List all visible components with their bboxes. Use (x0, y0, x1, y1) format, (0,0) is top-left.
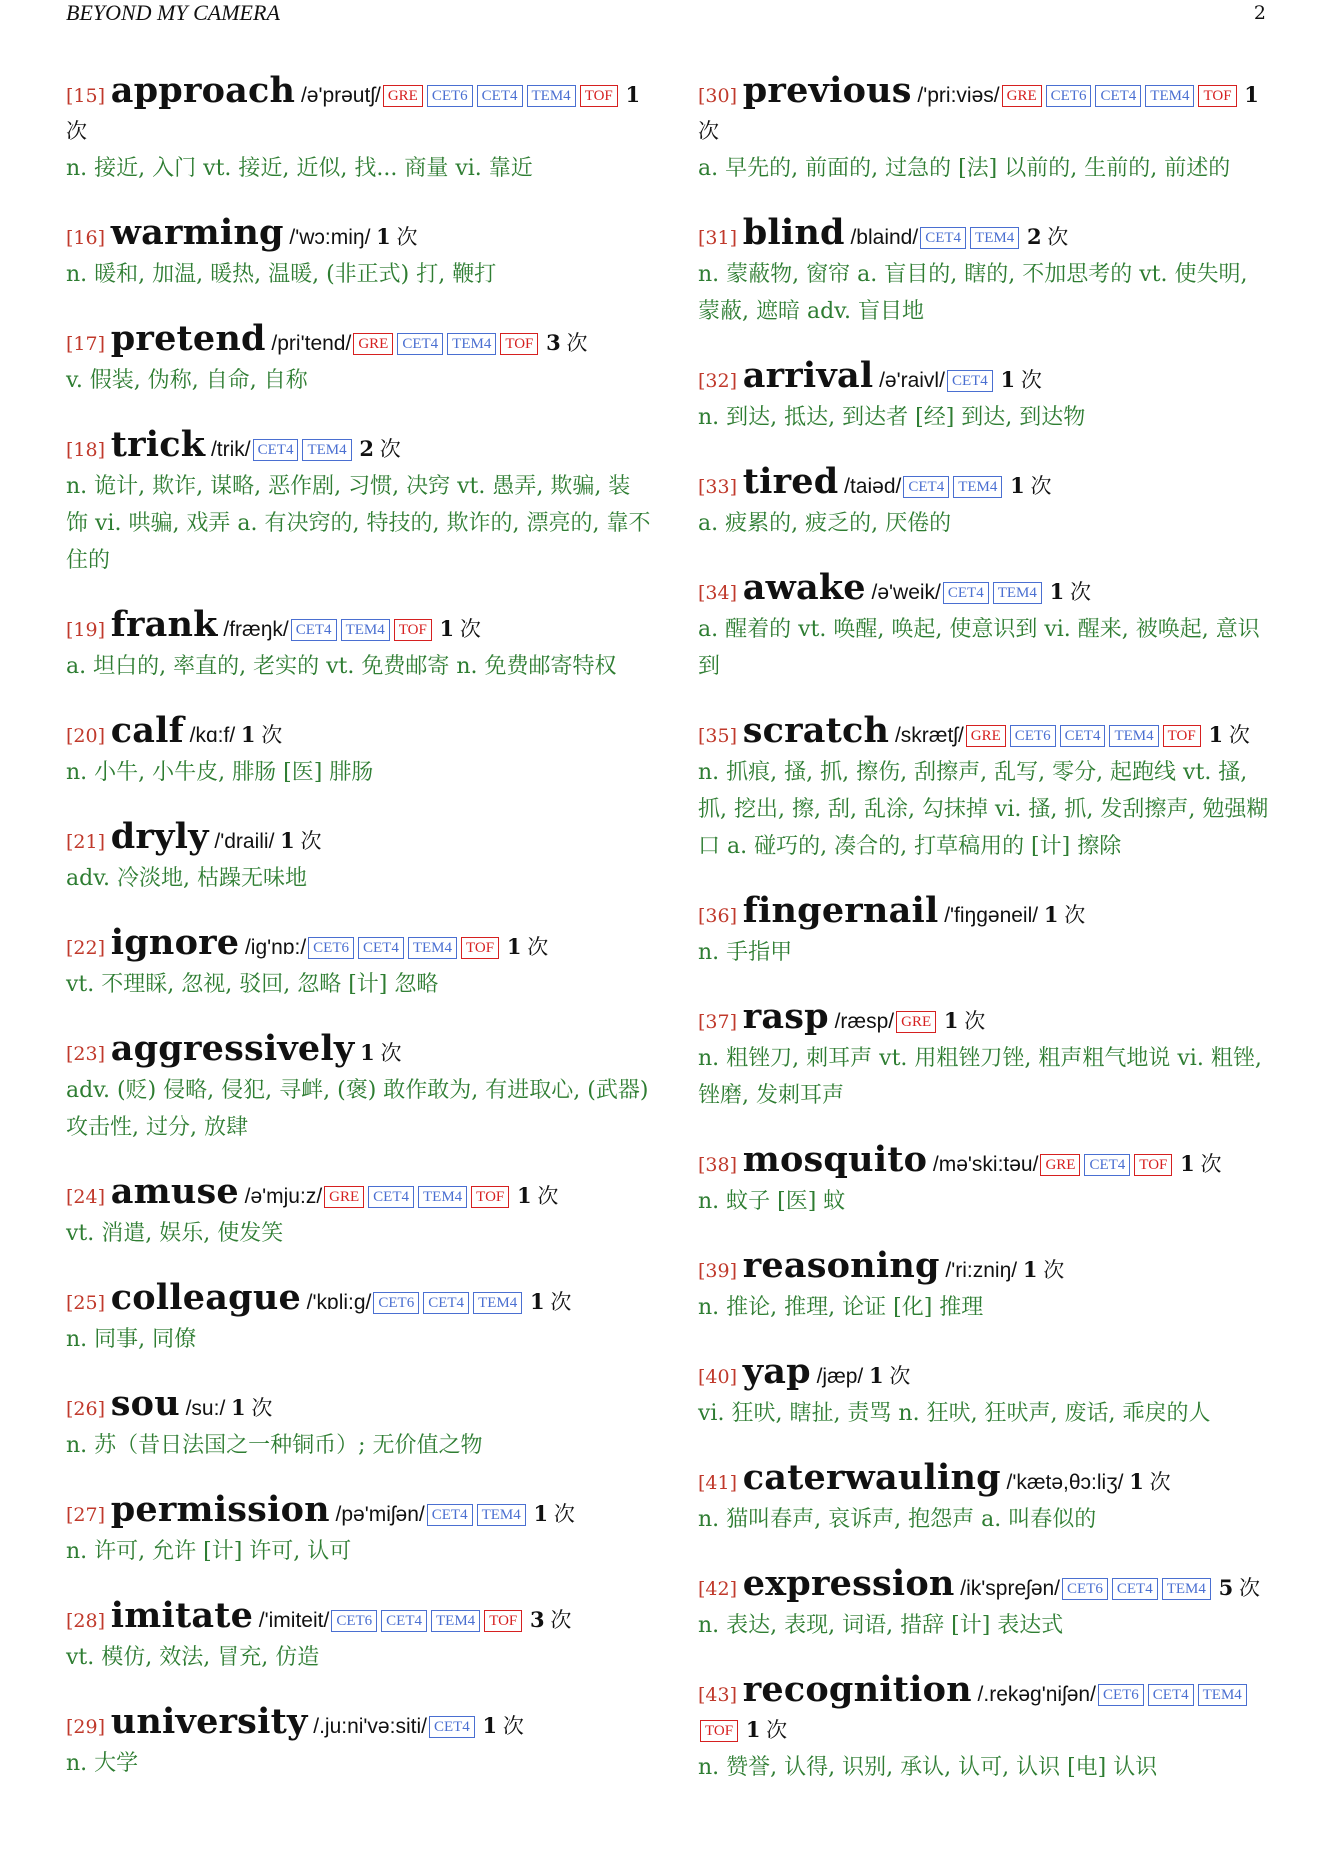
entry-phonetic: /pə'miʃən/ (335, 1503, 425, 1526)
entry-index: [26] (66, 1398, 106, 1420)
entry-word: pretend (110, 318, 266, 359)
entry-count: 1 (1049, 579, 1065, 604)
entry-index: [34] (698, 582, 738, 604)
entry-count: 1 (516, 1183, 532, 1208)
exam-tag-badge: CET4 (943, 582, 989, 604)
entry-word: tired (742, 461, 839, 502)
entry-word: fingernail (742, 890, 939, 931)
exam-tag-badge: CET6 (1010, 725, 1056, 747)
vocab-entry (698, 1669, 1270, 1786)
entry-definition: n. 苏（昔日法国之一种铜币）; 无价值之物 (66, 1433, 483, 1458)
exam-tag-badge: TEM4 (953, 476, 1002, 498)
exam-tag-badge: CET4 (920, 227, 966, 249)
page-header-title: BEYOND MY CAMERA (66, 0, 280, 25)
exam-tag-badge: CET4 (903, 476, 949, 498)
exam-tag-badge: GRE (1040, 1154, 1080, 1176)
entry-count-unit: 次 (251, 1396, 273, 1420)
entry-count-unit: 次 (964, 1009, 986, 1033)
vocab-entry (698, 70, 1270, 187)
exam-tag-badge: CET4 (1084, 1154, 1130, 1176)
vocab-entry (698, 1563, 1270, 1644)
entry-word: yap (742, 1351, 811, 1392)
entry-definition: n. 暖和, 加温, 暖热, 温暖, (非正式) 打, 鞭打 (66, 262, 497, 287)
entry-count-unit: 次 (502, 1714, 524, 1738)
entry-word: frank (110, 604, 218, 645)
vocab-entry (66, 70, 652, 187)
entry-count-unit: 次 (566, 331, 588, 355)
entry-phonetic: /'draili/ (214, 830, 275, 853)
entry-word: rasp (742, 996, 829, 1037)
entry-definition: adv. (贬) 侵略, 侵犯, 寻衅, (褒) 敢作敢为, 有进取心, (武器) 攻击性, 过分, 放肆 (66, 1078, 649, 1140)
exam-tag-badge: TEM4 (527, 85, 576, 107)
entry-definition: n. 赞誉, 认得, 识别, 承认, 认可, 认识 [电] 认识 (698, 1755, 1158, 1780)
vocab-entry (66, 1277, 652, 1358)
exam-tag-badge: TOF (1134, 1154, 1172, 1176)
entry-word: mosquito (742, 1139, 928, 1180)
exam-tag-badge: TEM4 (1109, 725, 1158, 747)
entry-count-unit: 次 (1200, 1152, 1222, 1176)
exam-tag-badge: CET4 (368, 1186, 414, 1208)
entry-count: 1 (240, 722, 256, 747)
exam-tag-badge: CET4 (1095, 85, 1141, 107)
entry-headline (698, 710, 1270, 754)
exam-tag-badge: TEM4 (408, 937, 457, 959)
exam-tag-badge: CET4 (1112, 1578, 1158, 1600)
entry-index: [22] (66, 937, 106, 959)
exam-tag-badge: GRE (353, 333, 393, 355)
vocab-entry (698, 1457, 1270, 1538)
entry-count: 1 (1022, 1257, 1038, 1282)
exam-tag-badge: GRE (966, 725, 1006, 747)
entry-headline (698, 890, 1270, 934)
entry-count: 1 (1180, 1151, 1195, 1176)
exam-tag-badge: CET4 (358, 937, 404, 959)
vocab-entry (66, 604, 652, 685)
entry-count: 1 (1043, 902, 1059, 927)
entry-phonetic: /'wɔ:miŋ/ (289, 226, 371, 249)
entry-headline (698, 1351, 1270, 1395)
vocab-entry (66, 922, 652, 1003)
exam-tag-badge: CET6 (1098, 1684, 1144, 1706)
entry-count-unit: 次 (300, 829, 322, 853)
entry-phonetic: /skrætʃ/ (894, 724, 964, 747)
entry-headline (66, 1595, 652, 1639)
entry-definition: vi. 狂吠, 瞎扯, 责骂 n. 狂吠, 狂吠声, 废话, 乖戾的人 (698, 1401, 1211, 1426)
entry-phonetic: /.rekəg'niʃən/ (977, 1683, 1096, 1706)
entry-definition: vt. 模仿, 效法, 冒充, 仿造 (66, 1645, 320, 1670)
entry-index: [29] (66, 1716, 106, 1738)
entry-definition: n. 手指甲 (698, 940, 793, 965)
entry-definition: n. 猫叫春声, 哀诉声, 抱怨声 a. 叫春似的 (698, 1507, 1097, 1532)
exam-tag-badge: CET4 (429, 1716, 475, 1738)
entry-count-unit: 次 (459, 617, 481, 641)
entry-index: [23] (66, 1043, 106, 1065)
entry-definition: n. 同事, 同僚 (66, 1327, 197, 1352)
entry-headline (698, 1457, 1270, 1501)
entry-count: 1 (506, 934, 522, 959)
exam-tag-badge: TEM4 (1198, 1684, 1247, 1706)
entry-definition: n. 抓痕, 搔, 抓, 擦伤, 刮擦声, 乱写, 零分, 起跑线 vt. 搔, 抓, 挖出, 擦, 刮, 乱涂, 勾抹掉 vi. 搔, 抓, 发刮擦声, 勉强糊口 a. 碰巧的, 凑合的, 打草稿用的 [计] 擦除 (698, 760, 1269, 859)
entry-index: [27] (66, 1504, 106, 1526)
entry-index: [38] (698, 1154, 738, 1176)
entry-count: 1 (231, 1395, 246, 1420)
entry-phonetic: /trik/ (210, 438, 251, 461)
entry-count: 1 (625, 82, 641, 107)
entry-phonetic: /ik'spreʃən/ (960, 1577, 1061, 1600)
vocab-entry (66, 318, 652, 399)
entry-word: sou (110, 1383, 180, 1424)
entry-count-unit: 次 (1149, 1470, 1171, 1494)
entry-word: recognition (742, 1669, 972, 1710)
entry-index: [15] (66, 85, 106, 107)
vocab-entry (698, 996, 1270, 1114)
entry-count-unit: 次 (553, 1502, 575, 1526)
entry-word: caterwauling (742, 1457, 1001, 1498)
entry-word: awake (742, 567, 866, 608)
entry-headline (66, 604, 652, 648)
entry-definition: vt. 消遣, 娱乐, 使发笑 (66, 1221, 284, 1246)
entry-count: 1 (482, 1713, 498, 1738)
entry-count: 1 (869, 1363, 884, 1388)
exam-tag-badge: CET6 (331, 1610, 377, 1632)
entry-headline (66, 424, 652, 468)
entry-definition: n. 粗锉刀, 刺耳声 vt. 用粗锉刀锉, 粗声粗气地说 vi. 粗锉, 锉磨, 发刺耳声 (698, 1046, 1262, 1108)
exam-tag-badge: TOF (461, 937, 499, 959)
entry-count: 1 (1000, 367, 1016, 392)
entry-count-unit: 次 (1228, 723, 1250, 747)
entry-count-unit: 次 (66, 119, 87, 143)
entry-definition: v. 假装, 伪称, 自命, 自称 (66, 368, 308, 393)
entry-word: university (110, 1701, 308, 1742)
entry-index: [39] (698, 1260, 738, 1282)
entry-phonetic: /pri'tend/ (271, 332, 352, 355)
entry-headline (66, 1171, 652, 1215)
vocab-entry (66, 424, 652, 579)
entry-headline (66, 710, 652, 754)
entry-word: approach (110, 70, 296, 111)
entry-count: 5 (1218, 1575, 1234, 1600)
entry-definition: a. 早先的, 前面的, 过急的 [法] 以前的, 生前的, 前述的 (698, 156, 1231, 181)
exam-tag-badge: GRE (896, 1011, 936, 1033)
entry-headline (66, 922, 652, 966)
entry-definition: n. 蒙蔽物, 窗帘 a. 盲目的, 瞎的, 不加思考的 vt. 使失明, 蒙蔽, 遮暗 adv. 盲目地 (698, 262, 1248, 324)
entry-word: blind (742, 212, 845, 253)
entry-phonetic: /ræsp/ (834, 1010, 895, 1033)
entry-headline (698, 70, 1270, 150)
entry-index: [19] (66, 619, 106, 641)
vocab-entry (698, 1351, 1270, 1432)
exam-tag-badge: TOF (484, 1610, 522, 1632)
exam-tag-badge: TOF (1198, 85, 1236, 107)
entry-count-unit: 次 (1030, 474, 1052, 498)
exam-tag-badge: CET6 (308, 937, 354, 959)
entry-definition: n. 推论, 推理, 论证 [化] 推理 (698, 1295, 984, 1320)
entry-count: 1 (745, 1717, 761, 1742)
entry-headline (698, 461, 1270, 505)
entry-word: warming (110, 212, 284, 253)
entry-count-unit: 次 (261, 723, 283, 747)
entry-index: [16] (66, 227, 106, 249)
entry-count-unit: 次 (766, 1718, 788, 1742)
exam-tag-badge: TEM4 (341, 619, 390, 641)
entry-count: 1 (1010, 473, 1025, 498)
entry-count: 1 (529, 1289, 545, 1314)
entry-phonetic: /kɑ:f/ (189, 724, 236, 747)
entry-word: scratch (742, 710, 890, 751)
exam-tag-badge: CET4 (427, 1504, 473, 1526)
entry-headline (66, 1383, 652, 1427)
exam-tag-badge: CET4 (1148, 1684, 1194, 1706)
entry-count-unit: 次 (537, 1184, 559, 1208)
exam-tag-badge: CET6 (427, 85, 473, 107)
entry-index: [30] (698, 85, 738, 107)
entry-headline (698, 212, 1270, 256)
exam-tag-badge: CET4 (423, 1292, 469, 1314)
entry-headline (66, 70, 652, 150)
entry-headline (698, 996, 1270, 1040)
exam-tag-badge: CET4 (381, 1610, 427, 1632)
vocab-entry (66, 1701, 652, 1782)
page-header (66, 0, 1266, 30)
exam-tag-badge: TOF (580, 85, 618, 107)
entry-word: dryly (110, 816, 209, 857)
exam-tag-badge: TOF (394, 619, 432, 641)
entry-index: [20] (66, 725, 106, 747)
entry-count: 1 (533, 1501, 549, 1526)
entry-index: [36] (698, 905, 738, 927)
exam-tag-badge: TEM4 (302, 439, 351, 461)
right-column (698, 70, 1270, 1815)
entry-definition: n. 大学 (66, 1751, 139, 1776)
exam-tag-badge: CET6 (1046, 85, 1092, 107)
entry-definition: adv. 冷淡地, 枯躁无味地 (66, 866, 307, 891)
vocab-entry (66, 1383, 652, 1464)
exam-tag-badge: TOF (471, 1186, 509, 1208)
entry-index: [40] (698, 1366, 738, 1388)
entry-phonetic: /su:/ (185, 1397, 226, 1420)
entry-count: 3 (530, 1607, 545, 1632)
entry-count-unit: 次 (698, 119, 719, 143)
entry-word: ignore (110, 922, 240, 963)
entry-count: 1 (943, 1008, 959, 1033)
exam-tag-badge: CET4 (397, 333, 443, 355)
entry-phonetic: /ə'raivl/ (879, 369, 945, 392)
vocab-entry (698, 890, 1270, 971)
entry-definition: a. 疲累的, 疲乏的, 厌倦的 (698, 511, 952, 536)
entry-count-unit: 次 (1069, 580, 1091, 604)
vocab-entry (66, 212, 652, 293)
entry-count-unit: 次 (1047, 225, 1069, 249)
entry-definition: n. 许可, 允许 [计] 许可, 认可 (66, 1539, 352, 1564)
entry-count: 1 (439, 616, 455, 641)
vocab-entry (66, 816, 652, 897)
exam-tag-badge: CET6 (373, 1292, 419, 1314)
entry-index: [17] (66, 333, 106, 355)
entry-headline (698, 567, 1270, 611)
vocab-entry (698, 212, 1270, 330)
entry-count: 1 (360, 1040, 375, 1065)
entry-index: [28] (66, 1610, 106, 1632)
entry-phonetic: /jæp/ (816, 1365, 864, 1388)
exam-tag-badge: CET4 (253, 439, 299, 461)
vocab-entry (698, 567, 1270, 685)
entry-count-unit: 次 (889, 1364, 911, 1388)
vocab-entry (698, 355, 1270, 436)
entry-count-unit: 次 (1238, 1576, 1260, 1600)
entry-count-unit: 次 (380, 1041, 402, 1065)
exam-tag-badge: TEM4 (1145, 85, 1194, 107)
exam-tag-badge: CET4 (291, 619, 337, 641)
entry-word: calf (110, 710, 184, 751)
exam-tag-badge: GRE (1002, 85, 1042, 107)
vocab-entry (698, 1139, 1270, 1220)
entry-definition: n. 诡计, 欺诈, 谋略, 恶作剧, 习惯, 决窍 vt. 愚弄, 欺骗, 装饰 vi. 哄骗, 戏弄 a. 有决窍的, 特技的, 欺诈的, 漂亮的, 靠不住的 (66, 474, 651, 573)
entry-count-unit: 次 (527, 935, 549, 959)
vocab-entry (66, 1595, 652, 1676)
exam-tag-badge: TEM4 (993, 582, 1042, 604)
entry-count: 1 (1244, 82, 1259, 107)
vocab-entry (698, 461, 1270, 542)
entry-index: [43] (698, 1684, 738, 1706)
entry-count-unit: 次 (550, 1290, 572, 1314)
entry-definition: n. 接近, 入门 vt. 接近, 近似, 找... 商量 vi. 靠近 (66, 156, 533, 181)
entry-count-unit: 次 (1064, 903, 1086, 927)
entry-definition: n. 蚊子 [医] 蚊 (698, 1189, 846, 1214)
entry-word: aggressively (110, 1028, 355, 1069)
entry-index: [41] (698, 1472, 738, 1494)
entry-phonetic: /taiəd/ (844, 475, 902, 498)
entry-index: [33] (698, 476, 738, 498)
entry-count: 2 (1026, 224, 1042, 249)
entry-headline (698, 355, 1270, 399)
entry-count-unit: 次 (1043, 1258, 1065, 1282)
entry-phonetic: /blaind/ (850, 226, 919, 249)
vocab-entry (66, 1028, 652, 1146)
entry-index: [18] (66, 439, 106, 461)
exam-tag-badge: TEM4 (473, 1292, 522, 1314)
entry-definition: n. 小牛, 小牛皮, 腓肠 [医] 腓肠 (66, 760, 374, 785)
exam-tag-badge: CET6 (1062, 1578, 1108, 1600)
entry-count-unit: 次 (1020, 368, 1042, 392)
entry-word: permission (110, 1489, 330, 1530)
exam-tag-badge: CET4 (1060, 725, 1106, 747)
page-number: 2 (1253, 2, 1266, 24)
entry-phonetic: /mə'ski:təu/ (932, 1153, 1039, 1176)
entry-headline (698, 1669, 1270, 1749)
entry-count-unit: 次 (379, 437, 401, 461)
exam-tag-badge: CET4 (947, 370, 993, 392)
entry-phonetic: /'kætə,θɔ:liʒ/ (1006, 1471, 1124, 1494)
exam-tag-badge: TOF (1163, 725, 1201, 747)
entry-headline (66, 1489, 652, 1533)
entry-word: amuse (110, 1171, 239, 1212)
entry-word: arrival (742, 355, 874, 396)
exam-tag-badge: TEM4 (477, 1504, 526, 1526)
exam-tag-badge: TEM4 (431, 1610, 480, 1632)
entry-definition: a. 醒着的 vt. 唤醒, 唤起, 使意识到 vi. 醒来, 被唤起, 意识到 (698, 617, 1260, 679)
exam-tag-badge: CET4 (477, 85, 523, 107)
entry-count: 1 (1208, 722, 1224, 747)
exam-tag-badge: TEM4 (970, 227, 1019, 249)
entry-headline (66, 212, 652, 256)
vocab-entry (66, 1489, 652, 1570)
entry-count: 1 (376, 224, 391, 249)
entry-headline (698, 1245, 1270, 1289)
entry-phonetic: /'fiŋgəneil/ (944, 904, 1039, 927)
exam-tag-badge: TOF (700, 1720, 738, 1742)
entry-word: imitate (110, 1595, 254, 1636)
entry-index: [32] (698, 370, 738, 392)
exam-tag-badge: GRE (383, 85, 423, 107)
exam-tag-badge: TEM4 (447, 333, 496, 355)
entry-headline (66, 816, 652, 860)
vocab-entry (698, 1245, 1270, 1326)
entry-count: 1 (280, 828, 295, 853)
entry-headline (698, 1563, 1270, 1607)
entry-index: [31] (698, 227, 738, 249)
entry-index: [42] (698, 1578, 738, 1600)
entry-definition: n. 到达, 抵达, 到达者 [经] 到达, 到达物 (698, 405, 1086, 430)
entry-word: trick (110, 424, 206, 465)
entry-word: expression (742, 1563, 955, 1604)
entry-index: [35] (698, 725, 738, 747)
entry-count: 3 (546, 330, 561, 355)
entry-headline (66, 1277, 652, 1321)
entry-phonetic: /fræŋk/ (223, 618, 289, 641)
exam-tag-badge: TEM4 (418, 1186, 467, 1208)
left-column (66, 70, 652, 1811)
entry-count: 1 (1129, 1469, 1144, 1494)
entry-index: [25] (66, 1292, 106, 1314)
vocab-entry (698, 710, 1270, 865)
exam-tag-badge: GRE (324, 1186, 364, 1208)
entry-phonetic: /'pri:viəs/ (917, 84, 1000, 107)
entry-definition: n. 表达, 表现, 词语, 措辞 [计] 表达式 (698, 1613, 1064, 1638)
vocab-entry (66, 1171, 652, 1252)
entry-count: 2 (359, 436, 374, 461)
exam-tag-badge: TOF (500, 333, 538, 355)
entry-phonetic: /.ju:ni'və:siti/ (313, 1715, 427, 1738)
entry-headline (66, 1028, 652, 1072)
entry-phonetic: /'ri:zniŋ/ (945, 1259, 1018, 1282)
entry-phonetic: /'imiteit/ (258, 1609, 330, 1632)
entry-phonetic: /ig'nɒ:/ (244, 936, 307, 959)
entry-definition: a. 坦白的, 率直的, 老实的 vt. 免费邮寄 n. 免费邮寄特权 (66, 654, 617, 679)
entry-definition: vt. 不理睬, 忽视, 驳回, 忽略 [计] 忽略 (66, 972, 439, 997)
entry-phonetic: /'kɒli:g/ (306, 1291, 372, 1314)
entry-phonetic: /ə'weik/ (871, 581, 941, 604)
entry-headline (66, 1701, 652, 1745)
entry-word: previous (742, 70, 912, 111)
entry-headline (698, 1139, 1270, 1183)
entry-count-unit: 次 (550, 1608, 572, 1632)
entry-index: [37] (698, 1011, 738, 1033)
entry-headline (66, 318, 652, 362)
entry-word: reasoning (742, 1245, 940, 1286)
entry-word: colleague (110, 1277, 301, 1318)
entry-index: [21] (66, 831, 106, 853)
entry-phonetic: /ə'mju:z/ (244, 1185, 323, 1208)
entry-phonetic: /ə'prəutʃ/ (300, 84, 381, 107)
exam-tag-badge: TEM4 (1162, 1578, 1211, 1600)
vocab-entry (66, 710, 652, 791)
entry-index: [24] (66, 1186, 106, 1208)
entry-count-unit: 次 (396, 225, 418, 249)
